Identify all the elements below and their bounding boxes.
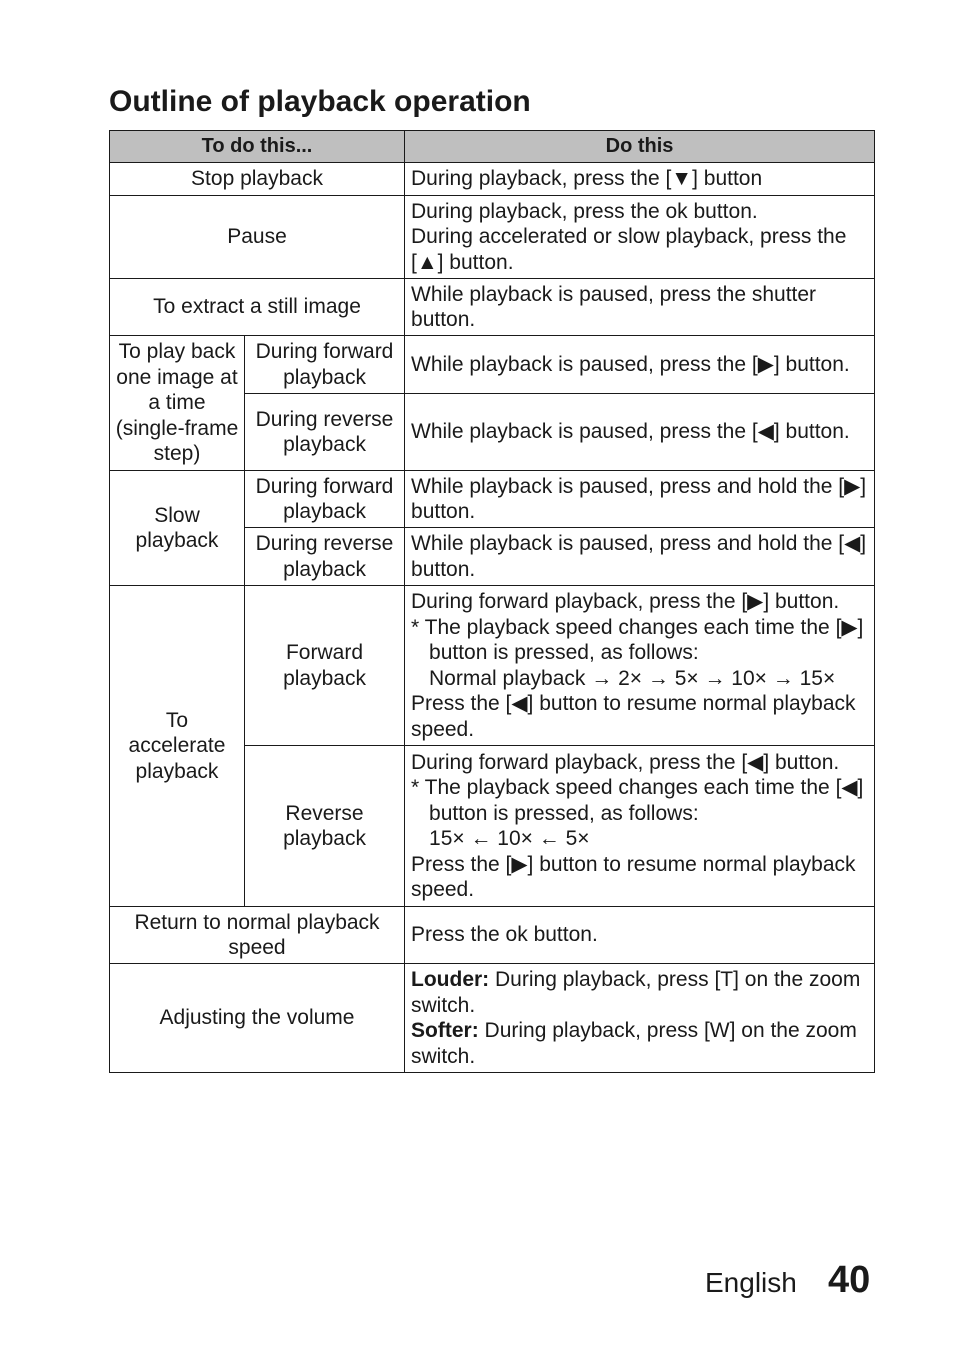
table-row [110,471,875,528]
header-do-this: Do this [405,131,875,163]
stop-playback-label: Stop playback [110,163,405,196]
slow-reverse-label: During reverse playback [245,528,405,586]
single-step-forward-action: While playback is paused, press the [▶] button. [405,336,875,394]
table-row [110,586,875,746]
single-step-reverse-action: While playback is paused, press the [◀] button. [405,394,875,471]
single-step-reverse-label: During reverse playback [245,394,405,471]
table-row [110,163,875,196]
accelerate-forward-action [405,586,875,746]
softer-text: During playback, press [W] on the zoom switch. [411,1019,857,1068]
louder-label: Louder: [411,968,490,991]
accelerate-reverse-label: Reverse playback [245,746,405,907]
return-normal-action: Press the ok button. [405,907,875,964]
accelerate-forward-resume: Press the [◀] button to resume normal playback speed. [411,692,856,741]
accelerate-forward-label: Forward playback [245,586,405,746]
accelerate-reverse-note: * The playback speed changes each time the [◀] button is pressed, as follows: [411,776,864,825]
accelerate-reverse-resume: Press the [▶] button to resume normal playback speed. [411,852,856,901]
page-title: Outline of playback operation [109,85,531,118]
accelerate-reverse-line1: During forward playback, press the [◀] button. [411,750,840,774]
table-header-row [110,131,875,163]
footer-language: English [705,1267,797,1298]
pause-label: Pause [110,196,405,279]
extract-still-label: To extract a still image [110,279,405,336]
louder-text: During playback, press [T] on the zoom switch. [411,968,861,1017]
header-to-do-this: To do this... [110,131,405,163]
playback-operations-table [109,130,875,1073]
pause-action-line2: During accelerated or slow playback, press the [▲] button. [411,225,847,274]
return-normal-label: Return to normal playback speed [110,907,405,964]
table-row [110,196,875,279]
volume-label: Adjusting the volume [110,964,405,1073]
softer-label: Softer: [411,1019,479,1042]
pause-action-line1: During playback, press the ok button. [411,199,758,223]
accelerate-forward-sequence: Normal playback → 2× → 5× → 10× → 15× [429,666,836,690]
slow-playback-label: Slow playback [110,471,245,586]
accelerate-forward-note: * The playback speed changes each time the [▶] button is pressed, as follows: [411,615,864,664]
slow-forward-action: While playback is paused, press and hold the [▶] button. [405,471,875,528]
accelerate-reverse-sequence: 15× ← 10× ← 5× [429,827,590,850]
page-number: 40 [828,1259,871,1301]
extract-still-action: While playback is paused, press the shutter button. [405,279,875,336]
stop-playback-action: During playback, press the [▼] button [405,163,875,196]
table-row [110,279,875,336]
table-row [110,907,875,964]
volume-softer-line [411,1018,868,1069]
single-step-label: To play back one image at a time (single-frame step) [110,336,245,471]
pause-action [405,196,875,279]
accelerate-reverse-action [405,746,875,907]
accelerate-forward-line1: During forward playback, press the [▶] button. [411,590,840,613]
accelerate-label: To accelerate playback [110,586,245,907]
slow-reverse-action: While playback is paused, press and hold the [◀] button. [405,528,875,586]
slow-forward-label: During forward playback [245,471,405,528]
single-step-forward-label: During forward playback [245,336,405,394]
table-row [110,964,875,1073]
volume-action [405,964,875,1073]
table-row [110,336,875,394]
volume-louder-line [411,967,868,1018]
